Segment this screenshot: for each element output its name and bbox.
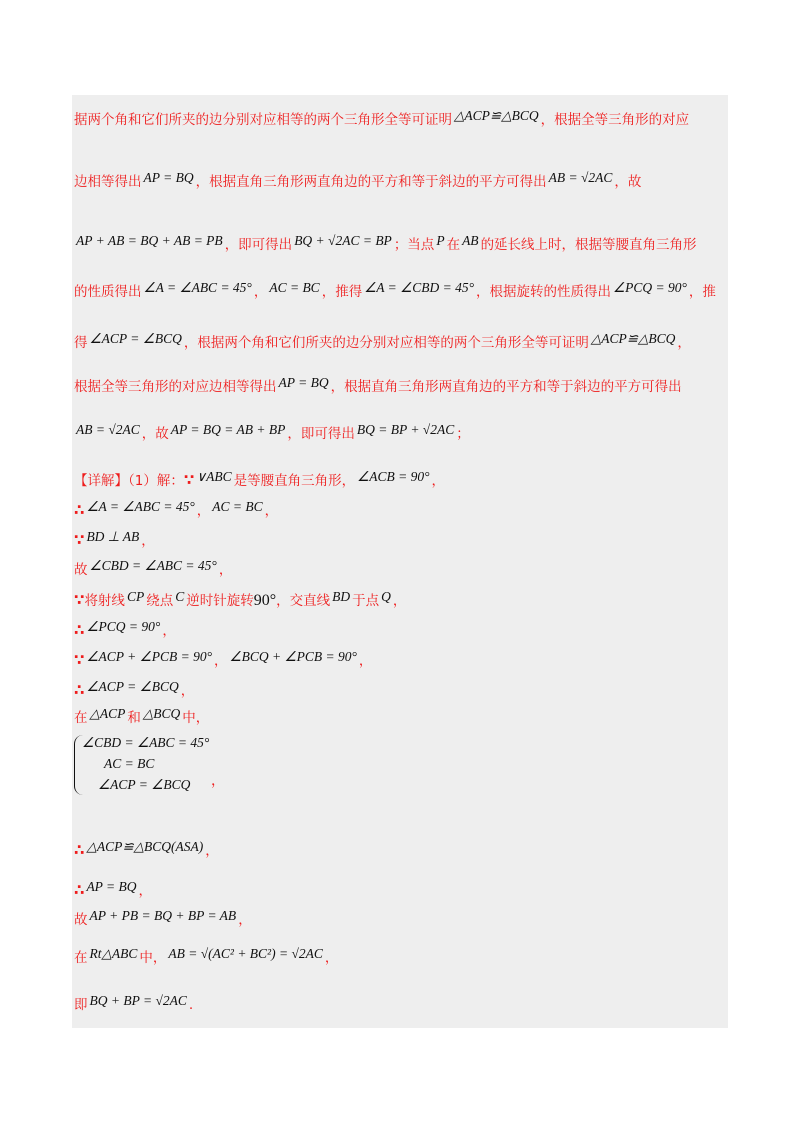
math-expression: △ACP≌△BCQ (590, 331, 676, 346)
text-run: ，推 (688, 284, 716, 300)
math-expression: ∠A = ∠ABC = 45° (86, 499, 195, 514)
math-expression: ∠ACP = ∠BCQ (86, 679, 179, 694)
math-expression: AP = BQ = AB + BP (170, 422, 286, 437)
detail-line-6 (74, 620, 176, 641)
text-run: . (188, 997, 194, 1013)
math-expression: ∠PCQ = 90° (86, 619, 161, 634)
text-run: ，故 (141, 426, 169, 442)
text-run: 即 (74, 997, 88, 1013)
para-line-2 (74, 172, 641, 192)
logic-symbol: ∵ (74, 531, 85, 549)
angle-value: 90° (253, 592, 277, 609)
math-expression: AB = √2AC (548, 170, 613, 185)
math-expression: AC = BC (212, 499, 263, 514)
math-expression: AB = √2AC (76, 422, 140, 437)
detail-line-11 (74, 880, 152, 901)
math-expression: C (175, 589, 185, 604)
text-run: 在 (74, 710, 88, 726)
text-run: 中， (139, 950, 167, 966)
system-row-3: ∠ACP = ∠BCQ (98, 777, 191, 792)
text-run: ， (162, 623, 176, 639)
math-expression: ∠CBD = ∠ABC = 45° (89, 558, 217, 573)
math-expression: AB = √(AC² + BC²) = √2AC (168, 946, 323, 961)
text-run: 在 (74, 950, 88, 966)
math-expression: BQ + BP = √2AC (89, 993, 187, 1008)
text-run: ， (218, 562, 233, 578)
detail-line-13 (74, 948, 338, 968)
text-run: 逆时针旋转 (186, 593, 254, 609)
text-run: 的性质得出 (74, 284, 142, 300)
math-expression: ∠A = ∠ABC = 45° (143, 280, 252, 295)
text-run: ，故 (614, 174, 642, 190)
para-line-7 (74, 424, 470, 444)
text-run: 将射线 (84, 593, 125, 609)
logic-symbol: ∴ (74, 621, 85, 639)
text-run: ， (677, 335, 691, 351)
math-expression: BQ + √2AC = BP (294, 233, 392, 248)
math-expression: ∠A = ∠CBD = 45° (364, 280, 475, 295)
text-run: 根据全等三角形的对应边相等得出 (74, 379, 277, 395)
text-run: ， (196, 503, 211, 519)
math-expression: AP = BQ (86, 879, 137, 894)
math-expression: BQ = BP + √2AC (356, 422, 455, 437)
logic-symbol: ∵ (74, 651, 85, 669)
math-expression: ∠ACB = 90° (357, 469, 430, 484)
math-expression: AP = BQ (278, 375, 329, 390)
math-expression: P (436, 233, 445, 248)
text-run: 是等腰直角三角形， (233, 473, 356, 489)
math-expression: AB (462, 233, 479, 248)
text-run: ， (138, 883, 153, 899)
text-run: 得 (74, 335, 88, 351)
text-run: 故 (74, 912, 88, 928)
text-run: ， (238, 912, 252, 928)
para-line-5 (74, 333, 691, 353)
text-run: ；当点 (393, 237, 435, 253)
detail-line-4 (74, 560, 232, 580)
text-run: 和 (127, 710, 141, 726)
logic-symbol: ∴ (74, 681, 85, 699)
text-run: 于点 (352, 593, 380, 609)
text-run: ，根据旋转的性质得出 (476, 284, 612, 300)
text-run: ， (324, 950, 339, 966)
math-expression: ∠ACP + ∠PCB = 90° (86, 649, 213, 664)
logic-symbol: ∴ (74, 881, 85, 899)
detail-line-9 (74, 708, 209, 728)
logic-symbol: ∴ (74, 841, 85, 859)
text-run: ， (392, 593, 407, 609)
para-line-1 (74, 110, 689, 130)
math-expression: BD ⊥ AB (86, 529, 140, 544)
detail-line-7 (74, 650, 372, 671)
text-run: ； (456, 426, 470, 442)
system-row-2: AC = BC (104, 756, 155, 771)
text-run: 据两个角和它们所夹的边分别对应相等的两个三角形全等可证明 (74, 112, 452, 128)
detail-line-10 (74, 840, 219, 861)
math-expression: AP + PB = BQ + BP = AB (89, 908, 237, 923)
equation-system (74, 735, 224, 797)
text-run: ， (264, 503, 279, 519)
detail-line-14 (74, 995, 193, 1015)
detail-line-5 (74, 590, 406, 611)
text-run: 边相等得出 (74, 174, 142, 190)
text-run: ，根据直角三角形两直角边的平方和等于斜边的平方可得出 (330, 379, 682, 395)
text-run: 中， (182, 710, 210, 726)
math-expression: ∠ACP = ∠BCQ (89, 331, 182, 346)
text-run: ， (431, 473, 446, 489)
math-expression: △BCQ (142, 706, 181, 721)
system-row-1: ∠CBD = ∠ABC = 45° (82, 735, 210, 750)
logic-symbol: ∵ (183, 471, 195, 489)
math-expression: △ACP≌△BCQ (454, 108, 539, 123)
text-run: ， (253, 284, 268, 300)
text-run: ，根据全等三角形的对应 (540, 112, 690, 128)
text-run: ， (180, 683, 195, 699)
detail-line-12 (74, 910, 252, 930)
para-line-3 (74, 235, 697, 255)
text-run: ，即可得出 (224, 237, 293, 253)
text-run: 【详解】（1）解： (74, 473, 184, 489)
detail-line-3 (74, 530, 155, 551)
math-expression: ∠PCQ = 90° (613, 280, 687, 295)
math-expression: AC = BC (269, 280, 320, 295)
math-expression: Rt△ABC (89, 946, 138, 961)
logic-symbol: ∴ (74, 501, 85, 519)
text-run: ， (214, 653, 228, 669)
text-run: ， (141, 533, 155, 549)
detail-line-8 (74, 680, 194, 701)
math-expression: △ACP (89, 706, 126, 721)
para-line-4 (74, 282, 716, 302)
text-run: 绕点 (146, 593, 174, 609)
text-run: ， (205, 843, 219, 859)
text-run: ， (358, 653, 373, 669)
math-expression: BD (332, 589, 351, 604)
text-run: ，即可得出 (287, 426, 355, 442)
text-run: 的延长线上时，根据等腰直角三角形 (480, 237, 697, 253)
math-expression: Q (381, 589, 391, 604)
math-expression: △ACP≌△BCQ(ASA) (86, 839, 204, 854)
text-run: ，根据直角三角形两直角边的平方和等于斜边的平方可得出 (195, 174, 547, 190)
text-run: ，推得 (321, 284, 363, 300)
text-run: 故 (74, 562, 88, 578)
logic-symbol: ∵ (74, 591, 85, 609)
detail-line-2 (74, 500, 278, 521)
math-expression: CP (126, 589, 145, 604)
text-run: 在 (446, 237, 461, 253)
system-comma: ， (211, 773, 225, 789)
text-run: ，根据两个角和它们所夹的边分别对应相等的两个三角形全等可证明 (183, 335, 589, 351)
text-run: ，交直线 (276, 593, 331, 609)
math-expression: AP + AB = BQ + AB = PB (76, 233, 223, 248)
math-expression: AP = BQ (143, 170, 194, 185)
math-expression: ∨ABC (196, 469, 232, 484)
math-expression: ∠BCQ + ∠PCB = 90° (229, 649, 357, 664)
detail-line-1 (74, 470, 445, 491)
para-line-6 (74, 377, 682, 397)
